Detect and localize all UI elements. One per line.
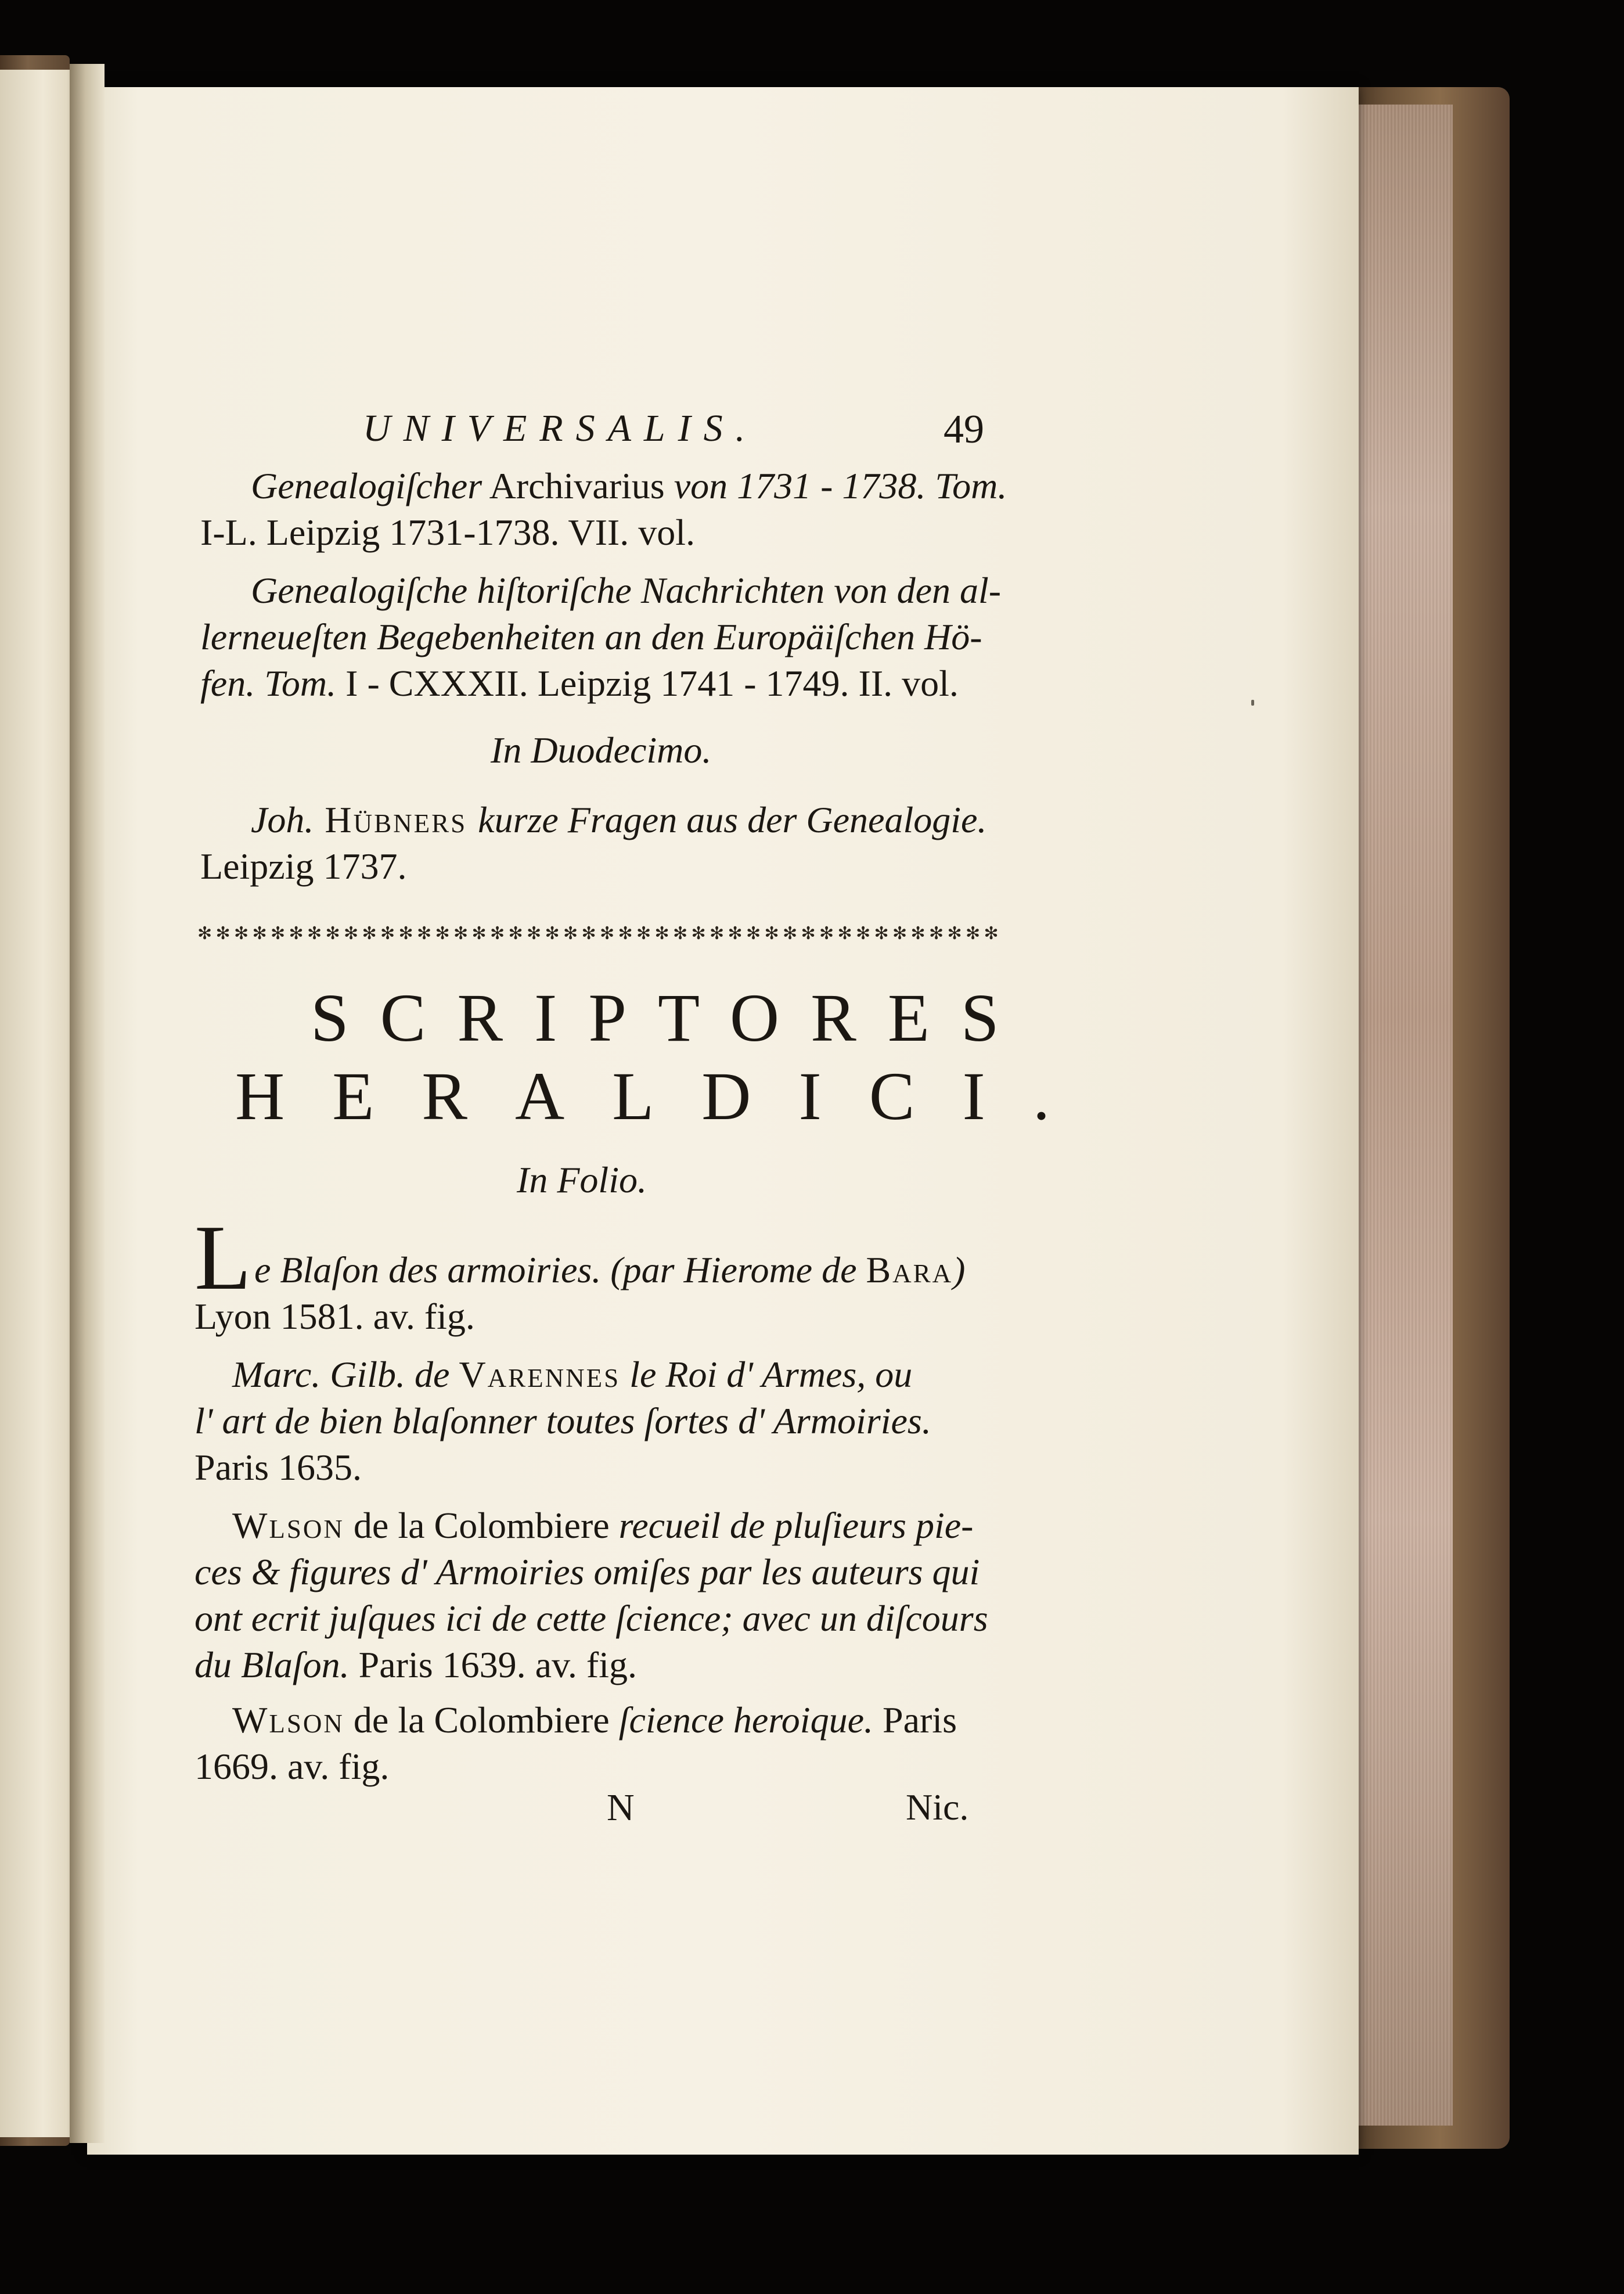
catchword: Nic. [906,1786,969,1828]
entry-colombiere-recueil-line1: Wlson de la Colombiere recueil de pluſieurs pie- [232,1505,974,1546]
ornament-glyph: ✻ [783,925,798,943]
section-title-line2: HERALDICI. [235,1058,1098,1134]
entry-varennes-line1: Marc. Gilb. de Varennes le Roi d' Armes, ou [232,1354,913,1395]
ornament-glyph: ✻ [673,925,688,943]
ornament-glyph: ✻ [197,925,213,943]
ornament-glyph: ✻ [527,925,542,943]
ornament-glyph: ✻ [435,925,450,943]
ornament-glyph: ✻ [801,925,816,943]
ornament-glyph: ✻ [325,925,340,943]
signature-mark: N [607,1786,635,1829]
page-number: 49 [944,407,984,452]
entry-nachrichten-line1: Genealogiſche hiſtoriſche Nachrichten von den al- [251,570,1002,611]
ornament-glyph: ✻ [910,925,926,943]
drop-cap: L [195,1206,251,1309]
ornament-glyph: ✻ [581,925,596,943]
entry-varennes-line2: l' art de bien blaſonner toutes ſortes d' Armoiries. [195,1400,931,1441]
left-page-edge [0,70,78,2137]
entry-colombiere-recueil-line2: ces & figures d' Armoiries omiſes par les auteurs qui [195,1551,980,1592]
entry-huebner-line2: Leipzig 1737. [200,846,407,887]
ornament-glyph: ✻ [874,925,889,943]
ornament-glyph: ✻ [947,925,962,943]
entry-nachrichten-line3: fen. Tom. I - CXXXII. Leipzig 1741 - 1749. II. vol. [200,663,959,704]
ornament-glyph: ✻ [398,925,413,943]
ornament-glyph: ✻ [252,925,267,943]
ornament-glyph: ✻ [654,925,669,943]
ornamental-rule [197,925,999,943]
entry-colombiere-recueil-line4: du Blaſon. Paris 1639. av. fig. [195,1644,637,1685]
ornament-glyph: ✻ [234,925,249,943]
running-head: UNIVERSALIS. [363,407,758,450]
ornament-glyph: ✻ [966,925,981,943]
page-fore-edge [1353,105,1453,2126]
entry-colombiere-science-line1: Wlson de la Colombiere ſcience heroique. Paris [232,1699,957,1741]
ornament-glyph: ✻ [362,925,377,943]
ornament-glyph: ✻ [490,925,505,943]
ornament-glyph: ✻ [344,925,359,943]
ornament-glyph: ✻ [929,925,944,943]
ornament-glyph: ✻ [837,925,852,943]
ornament-glyph: ✻ [417,925,432,943]
heading-duodecimo: In Duodecimo. [491,729,712,771]
ornament-glyph: ✻ [600,925,615,943]
ornament-glyph: ✻ [618,925,633,943]
entry-archivarius-line2: I-L. Leipzig 1731-1738. VII. vol. [200,512,695,553]
ornament-glyph: ✻ [892,925,908,943]
entry-colombiere-recueil-line3: ont ecrit juſques ici de cette ſcience; avec un diſcours [195,1598,988,1639]
ornament-glyph: ✻ [764,925,779,943]
ornament-glyph: ✻ [508,925,523,943]
ornament-glyph: ✻ [710,925,725,943]
ornament-glyph: ✻ [215,925,231,943]
ornament-glyph: ✻ [856,925,871,943]
ornament-glyph: ✻ [819,925,834,943]
ornament-glyph: ✻ [545,925,560,943]
ornament-glyph: ✻ [746,925,761,943]
ornament-glyph: ✻ [728,925,743,943]
heading-in-folio: In Folio. [517,1159,647,1200]
ornament-glyph: ✻ [691,925,706,943]
entry-archivarius-line1: Genealogiſcher Archivarius von 1731 - 1738. Tom. [251,465,1007,506]
ornament-glyph: ✻ [271,925,286,943]
entry-bara-line2: Lyon 1581. av. fig. [195,1296,475,1337]
book-gutter [70,64,105,2143]
entry-nachrichten-line2: lerneueſten Begebenheiten an den Europäiſchen Hö- [200,616,982,657]
entry-varennes-line3: Paris 1635. [195,1447,362,1488]
ornament-glyph: ✻ [471,925,487,943]
section-title-line1: SCRIPTORES [311,980,1031,1056]
ornament-glyph: ✻ [984,925,999,943]
ornament-glyph: ✻ [563,925,578,943]
entry-huebner-line1: Joh. Hübners kurze Fragen aus der Genealogie. [251,799,987,840]
ornament-glyph: ✻ [307,925,322,943]
ornament-glyph: ✻ [453,925,469,943]
entry-bara-line1: e Blaſon des armoiries. (par Hierome de Bara) [254,1249,966,1290]
entry-colombiere-science-line2: 1669. av. fig. [195,1746,390,1787]
page-mark [1251,700,1254,706]
ornament-glyph: ✻ [289,925,304,943]
ornament-glyph: ✻ [636,925,651,943]
ornament-glyph: ✻ [380,925,395,943]
